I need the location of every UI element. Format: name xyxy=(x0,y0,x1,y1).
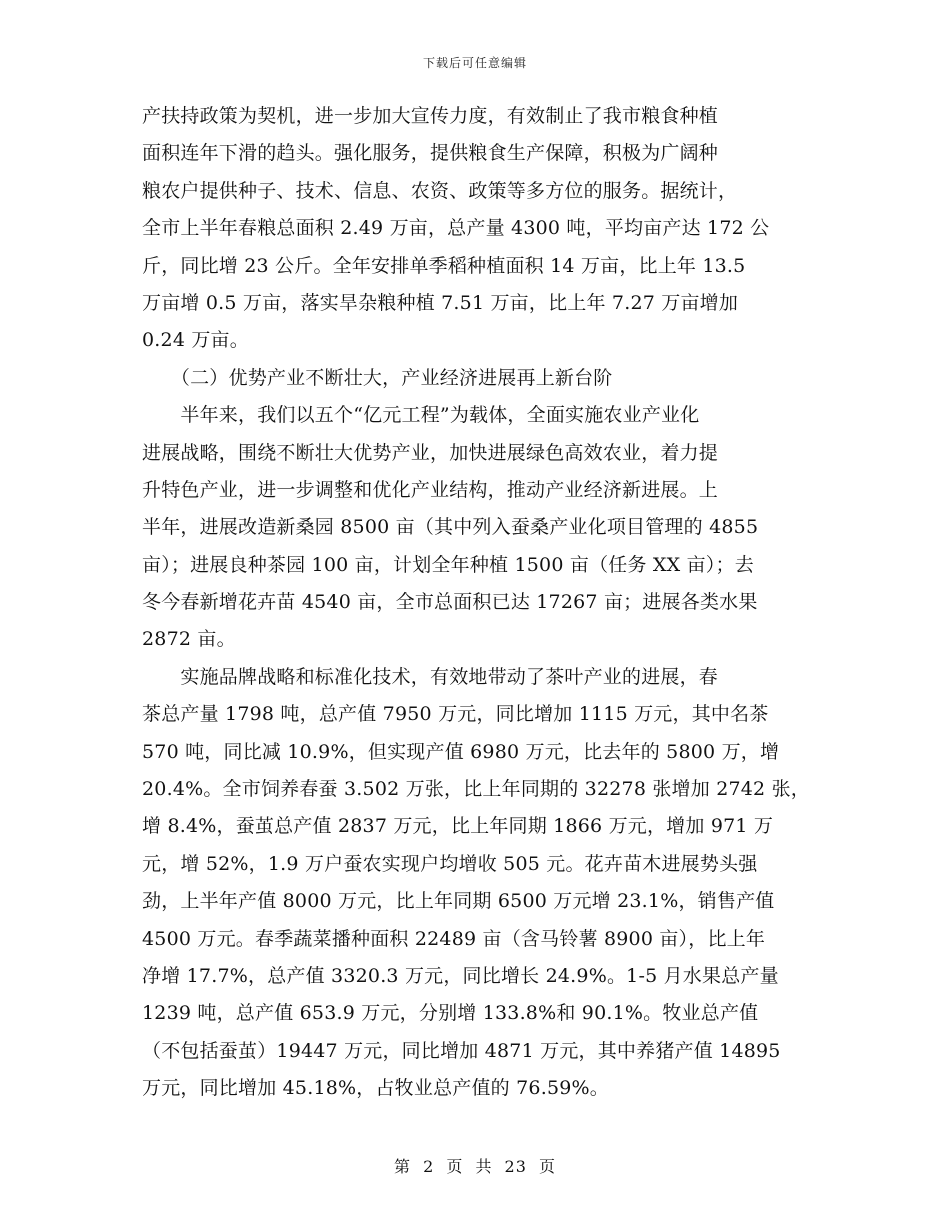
text-line: 1239 吨，总产值 653.9 万元，分别增 133.8%和 90.1%。牧业总产值 xyxy=(142,1002,759,1025)
text-line: 2872 亩。 xyxy=(142,628,236,651)
text-line: 半年来，我们以五个“亿元工程”为载体，全面实施农业产业化 xyxy=(142,404,700,427)
text-line: 0.24 万亩。 xyxy=(142,329,249,352)
text-line: 斤，同比增 23 公斤。全年安排单季稻种植面积 14 万亩，比上年 13.5 xyxy=(142,254,746,277)
text-line: 产扶持政策为契机，进一步加大宣传力度，有效制止了我市粮食种植 xyxy=(142,105,719,127)
page-header: 下载后可任意编辑 xyxy=(422,56,527,70)
text-line: 万元，同比增加 45.18%，占牧业总产值的 76.59%。 xyxy=(142,1077,609,1100)
section-heading: （二）优势产业不断壮大，产业经济进展再上新台阶 xyxy=(142,366,613,389)
text-line: 4500 万元。春季蔬菜播种面积 22489 亩（含马铃薯 8900 亩），比上年 xyxy=(142,927,766,950)
text-line: 冬今春新增花卉苗 4540 亩，全市总面积已达 17267 亩；进展各类水果 xyxy=(142,591,758,614)
text-line: 劲，上半年产值 8000 万元，比上年同期 6500 万元增 23.1%，销售产值 xyxy=(142,890,775,913)
text-line: 半年，进展改造新桑园 8500 亩（其中列入蚕桑产业化项目管理的 4855 xyxy=(142,516,759,539)
text-line: 亩）；进展良种茶园 100 亩，计划全年种植 1500 亩（任务 XX 亩）；去 xyxy=(142,553,754,576)
text-line: 升特色产业，进一步调整和优化产业结构，推动产业经济新进展。上 xyxy=(142,478,719,501)
document-body xyxy=(142,98,822,1108)
text-line: 实施品牌战略和标准化技术，有效地带动了茶叶产业的进展，春 xyxy=(142,665,719,688)
text-line: 20.4%。全市饲养春蚕 3.502 万张，比上年同期的 32278 张增加 2742 张， xyxy=(142,778,810,801)
text-line: 面积连年下滑的趋头。强化服务，提供粮食生产保障，积极为广阔种 xyxy=(142,142,719,165)
text-line: 元，增 52%，1.9 万户蚕农实现户均增收 505 元。花卉苗木进展势头强 xyxy=(142,852,758,875)
text-line: （不包括蚕茧）19447 万元，同比增加 4871 万元，其中养猪产值 14895 xyxy=(142,1039,781,1062)
text-line: 进展战略，围绕不断壮大优势产业，加快进展绿色高效农业，着力提 xyxy=(142,441,719,464)
text-line: 净增 17.7%，总产值 3320.3 万元，同比增长 24.9%。1-5 月水果总产量 xyxy=(142,964,779,987)
text-line: 增 8.4%，蚕茧总产值 2837 万元，比上年同期 1866 万元，增加 971 万 xyxy=(142,815,774,838)
text-line: 全市上半年春粮总面积 2.49 万亩，总产量 4300 吨，平均亩产达 172 公 xyxy=(142,217,770,240)
page-footer: 第 2 页 共 23 页 xyxy=(394,1157,556,1176)
text-line: 茶总产量 1798 吨，总产值 7950 万元，同比增加 1115 万元，其中名茶 xyxy=(142,703,769,726)
text-line: 万亩增 0.5 万亩，落实旱杂粮种植 7.51 万亩，比上年 7.27 万亩增加 xyxy=(142,291,739,314)
text-line: 570 吨，同比减 10.9%，但实现产值 6980 万元，比去年的 5800 万，增 xyxy=(142,740,780,763)
text-line: 粮农户提供种子、技术、信息、农资、政策等多方位的服务。据统计， xyxy=(142,179,738,202)
